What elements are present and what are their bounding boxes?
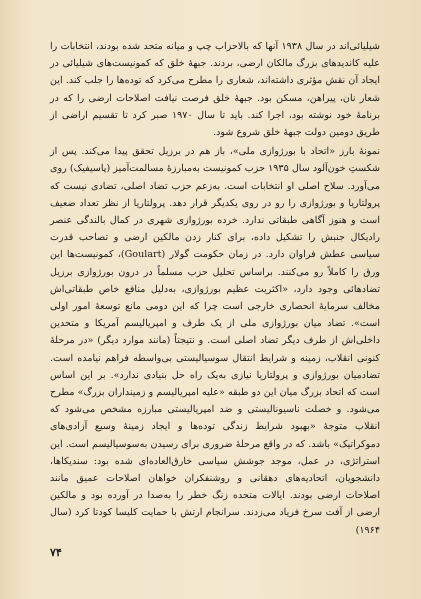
page-number: ۷۴ <box>50 546 62 559</box>
paragraph-2: نمونهٔ بارز «اتحاد با بورژوازی ملی»، باز هم در برزیل تحقق پیدا می‌کند. پس از شکستِ خون‌آلود سال ۱۹۳۵ حزب کمونیست به‌مبارزهٔ مسالمت‌آمیز (پاسیفیک) روی می‌آورد. سلاح اصلی او انتخابات است. به‌زعم حزب تضاد اصلی، تضادی نیست که پرولتاریا و بورژوازی را رو در روی یکدیگر قرار دهد. پرولتاریا از نظر تعداد ضعیف است و هنوز آگاهی طبقاتی ندارد. خرده بورژوازی شهری در کمال بالندگی عنصر رادیکال جنبش را تشکیل داده، برای کنار زدن مالکین ارضی و تصاحب قدرت سیاسی عطش فراوان دارد. در زمان حکومت گولار (Goulart)، کمونیست‌ها این ورق را کاملاً رو می‌کنند. براساس تحلیل حزب مسلماً در درون بورژوازی برزیل تضادهائی وجود دارد، «اکثریت عظیم بورژوازی، به‌دلیل منافع خاص طبقاتی‌اش مخالف سرمایهٔ انحصاری خارجی است چرا که این دومی مانع توسعهٔ امور اولی است». تضاد میان بورژوازی ملی از یک طرف و امپریالیسم آمریکا و متحدین داخلی‌اش از طرف دیگر تضاد اصلی است. و نتیجتاً (مانند موارد دیگر) «در مرحلهٔ کنونی انقلاب، زمینه و شرایط انتقال سوسیالیستی بی‌واسطه فراهم نیامده است. تضادمیان بورژوازی و پرولتاریا نیازی به‌یک راه حل بنیادی ندارد». بر این اساس است که اتحاد بزرگ میان این دو طبقه «علیه امپریالیسم و زمینداران بزرگ» مطرح می‌شود. و خصلت ناسیونالیستی و ضد امپریالیستی مبارزه مشخص می‌شود که انقلاب متوجهٔ «بهبود شرایط زندگی توده‌ها و ایجاد زمینهٔ وسیع آزادی‌های دموکراتیک» باشد. که در واقع مرحلهٔ ضروری برای رسیدن به‌سوسیالیسم است. این استراتژی، در عمل، موجد جوشش سیاسی خارق‌العاده‌ای شده بود: سندیکاها، دانشجویان، اتحادیه‌های دهقانی و روشنفکران خواهان اصلاحات عمیق مانند اصلاحات ارضی بودند. ایالات متحده زنگ خطر را به‌صدا در آورده بود و مالکین ارضی از آفت سرخ فریاد می‌زدند. سرانجام ارتش با حمایت کلیسا کودتا کرد (سال ۱۹۶۴) <box>50 146 380 536</box>
body-text <box>50 38 380 539</box>
paragraph-1: شیلیائی‌اند در سال ۱۹۳۸ آنها که بالاحزاب چپ و میانه متحد شده بودند، انتخابات را علیه کاندیدهای بزرگ مالکان ارضی، بردند. جبههٔ خلق که کمونیست‌های شیلیائی در ایجاد آن نقش مؤثری داشته‌اند، شعاری را مطرح می‌کرد که توده‌ها را جلب کند. این شعار نان، پیراهن، مسکن بود. جبههٔ خلق فرصت نیافت اصلاحات ارضی را که در برنامهٔ خود نوشته بود، اجرا کند. باید تا سال ۱۹۷۰ صبر کرد تا تقسیم اراضی از طریق دومین دولت جبههٔ خلق شروع شود. <box>50 41 381 139</box>
